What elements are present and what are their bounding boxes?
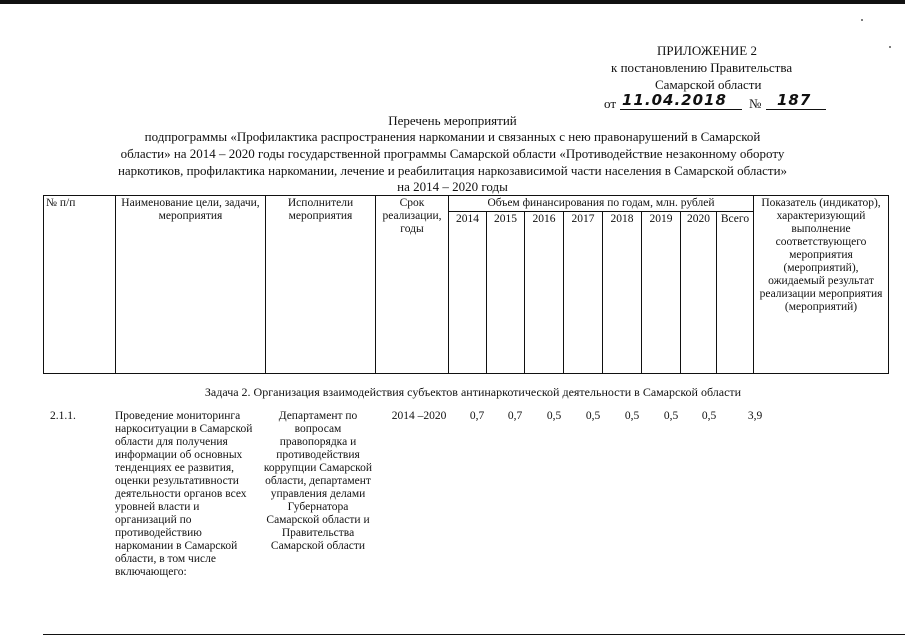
appendix-line-2: Самарской области bbox=[655, 77, 762, 92]
col-indicator-header: Показатель (индикатор), характеризующий выполнение соответствующего мероприятия (мероприятий), ожидаемый результат реализации мероприятия (мероприятий) bbox=[754, 196, 889, 374]
handwritten-number: 187 bbox=[777, 91, 812, 109]
year-2015-header: 2015 bbox=[487, 212, 525, 374]
year-2017-header: 2017 bbox=[564, 212, 603, 374]
scan-speck bbox=[889, 46, 891, 48]
year-2018-header: 2018 bbox=[603, 212, 642, 374]
col-executors-header: Исполнители мероприятия bbox=[266, 196, 376, 374]
doc-title-line-5: на 2014 – 2020 годы bbox=[397, 179, 508, 194]
year-2014-header: 2014 bbox=[449, 212, 487, 374]
row-value-2020: 0,5 bbox=[701, 410, 717, 422]
task-heading: Задача 2. Организация взаимодействия субъектов антинаркотической деятельности в Самарской области bbox=[204, 385, 742, 399]
year-2019-header: 2019 bbox=[642, 212, 681, 374]
year-2016-header: 2016 bbox=[525, 212, 564, 374]
number-underline bbox=[766, 109, 826, 110]
col-term-header: Срок реализации, годы bbox=[376, 196, 449, 374]
appendix-title: ПРИЛОЖЕНИЕ 2 bbox=[657, 43, 757, 58]
date-underline bbox=[620, 109, 742, 110]
year-2020-header: 2020 bbox=[681, 212, 717, 374]
row-term: 2014 –2020 bbox=[391, 410, 447, 422]
scan-top-edge bbox=[0, 0, 905, 4]
row-value-2016: 0,5 bbox=[546, 410, 562, 422]
bottom-rule bbox=[43, 634, 905, 635]
row-measure-name: Проведение мониторинга наркоситуации в Самарской области для получения информации об основных тенденциях ее развития, оценки результативности деятельности органов всех уровней власти и организаций по противодействию наркомании в Самарской области, в том числе включающего: bbox=[115, 410, 253, 578]
row-value-2017: 0,5 bbox=[585, 410, 601, 422]
doc-title-line-3: области» на 2014 – 2020 годы государственной программы Самарской области «Противодействие незаконному обороту bbox=[120, 146, 785, 161]
handwritten-date: 11.04.2018 bbox=[622, 91, 727, 109]
col-financing-header: Объем финансирования по годам, млн. рублей bbox=[449, 196, 754, 212]
row-executors: Департамент по вопросам правопорядка и противодействия коррупции Самарской области, департамент управления делами Губернатора Самарской области и Правительства Самарской области bbox=[263, 410, 373, 552]
from-label: от bbox=[604, 96, 617, 111]
total-header: Всего bbox=[717, 212, 754, 374]
col-name-header: Наименование цели, задачи, мероприятия bbox=[116, 196, 266, 374]
measures-table-header bbox=[43, 195, 889, 374]
row-value-2015: 0,7 bbox=[507, 410, 523, 422]
row-value-total: 3,9 bbox=[747, 410, 763, 422]
row-number: 2.1.1. bbox=[50, 410, 76, 422]
col-num-header: № п/п bbox=[44, 196, 116, 374]
row-value-2014: 0,7 bbox=[469, 410, 485, 422]
appendix-line-1: к постановлению Правительства bbox=[611, 60, 793, 75]
row-value-2018: 0,5 bbox=[624, 410, 640, 422]
doc-title: Перечень мероприятий bbox=[388, 113, 517, 128]
row-value-2019: 0,5 bbox=[663, 410, 679, 422]
doc-title-line-2: подпрограммы «Профилактика распространения наркомании и связанных с нею правонарушений в Самарской bbox=[144, 129, 761, 144]
doc-title-line-4: наркотиков, профилактика наркомании, лечение и реабилитация наркозависимой части населения в Самарской области» bbox=[117, 163, 788, 178]
number-label: № bbox=[749, 96, 762, 111]
scan-speck bbox=[861, 19, 863, 21]
